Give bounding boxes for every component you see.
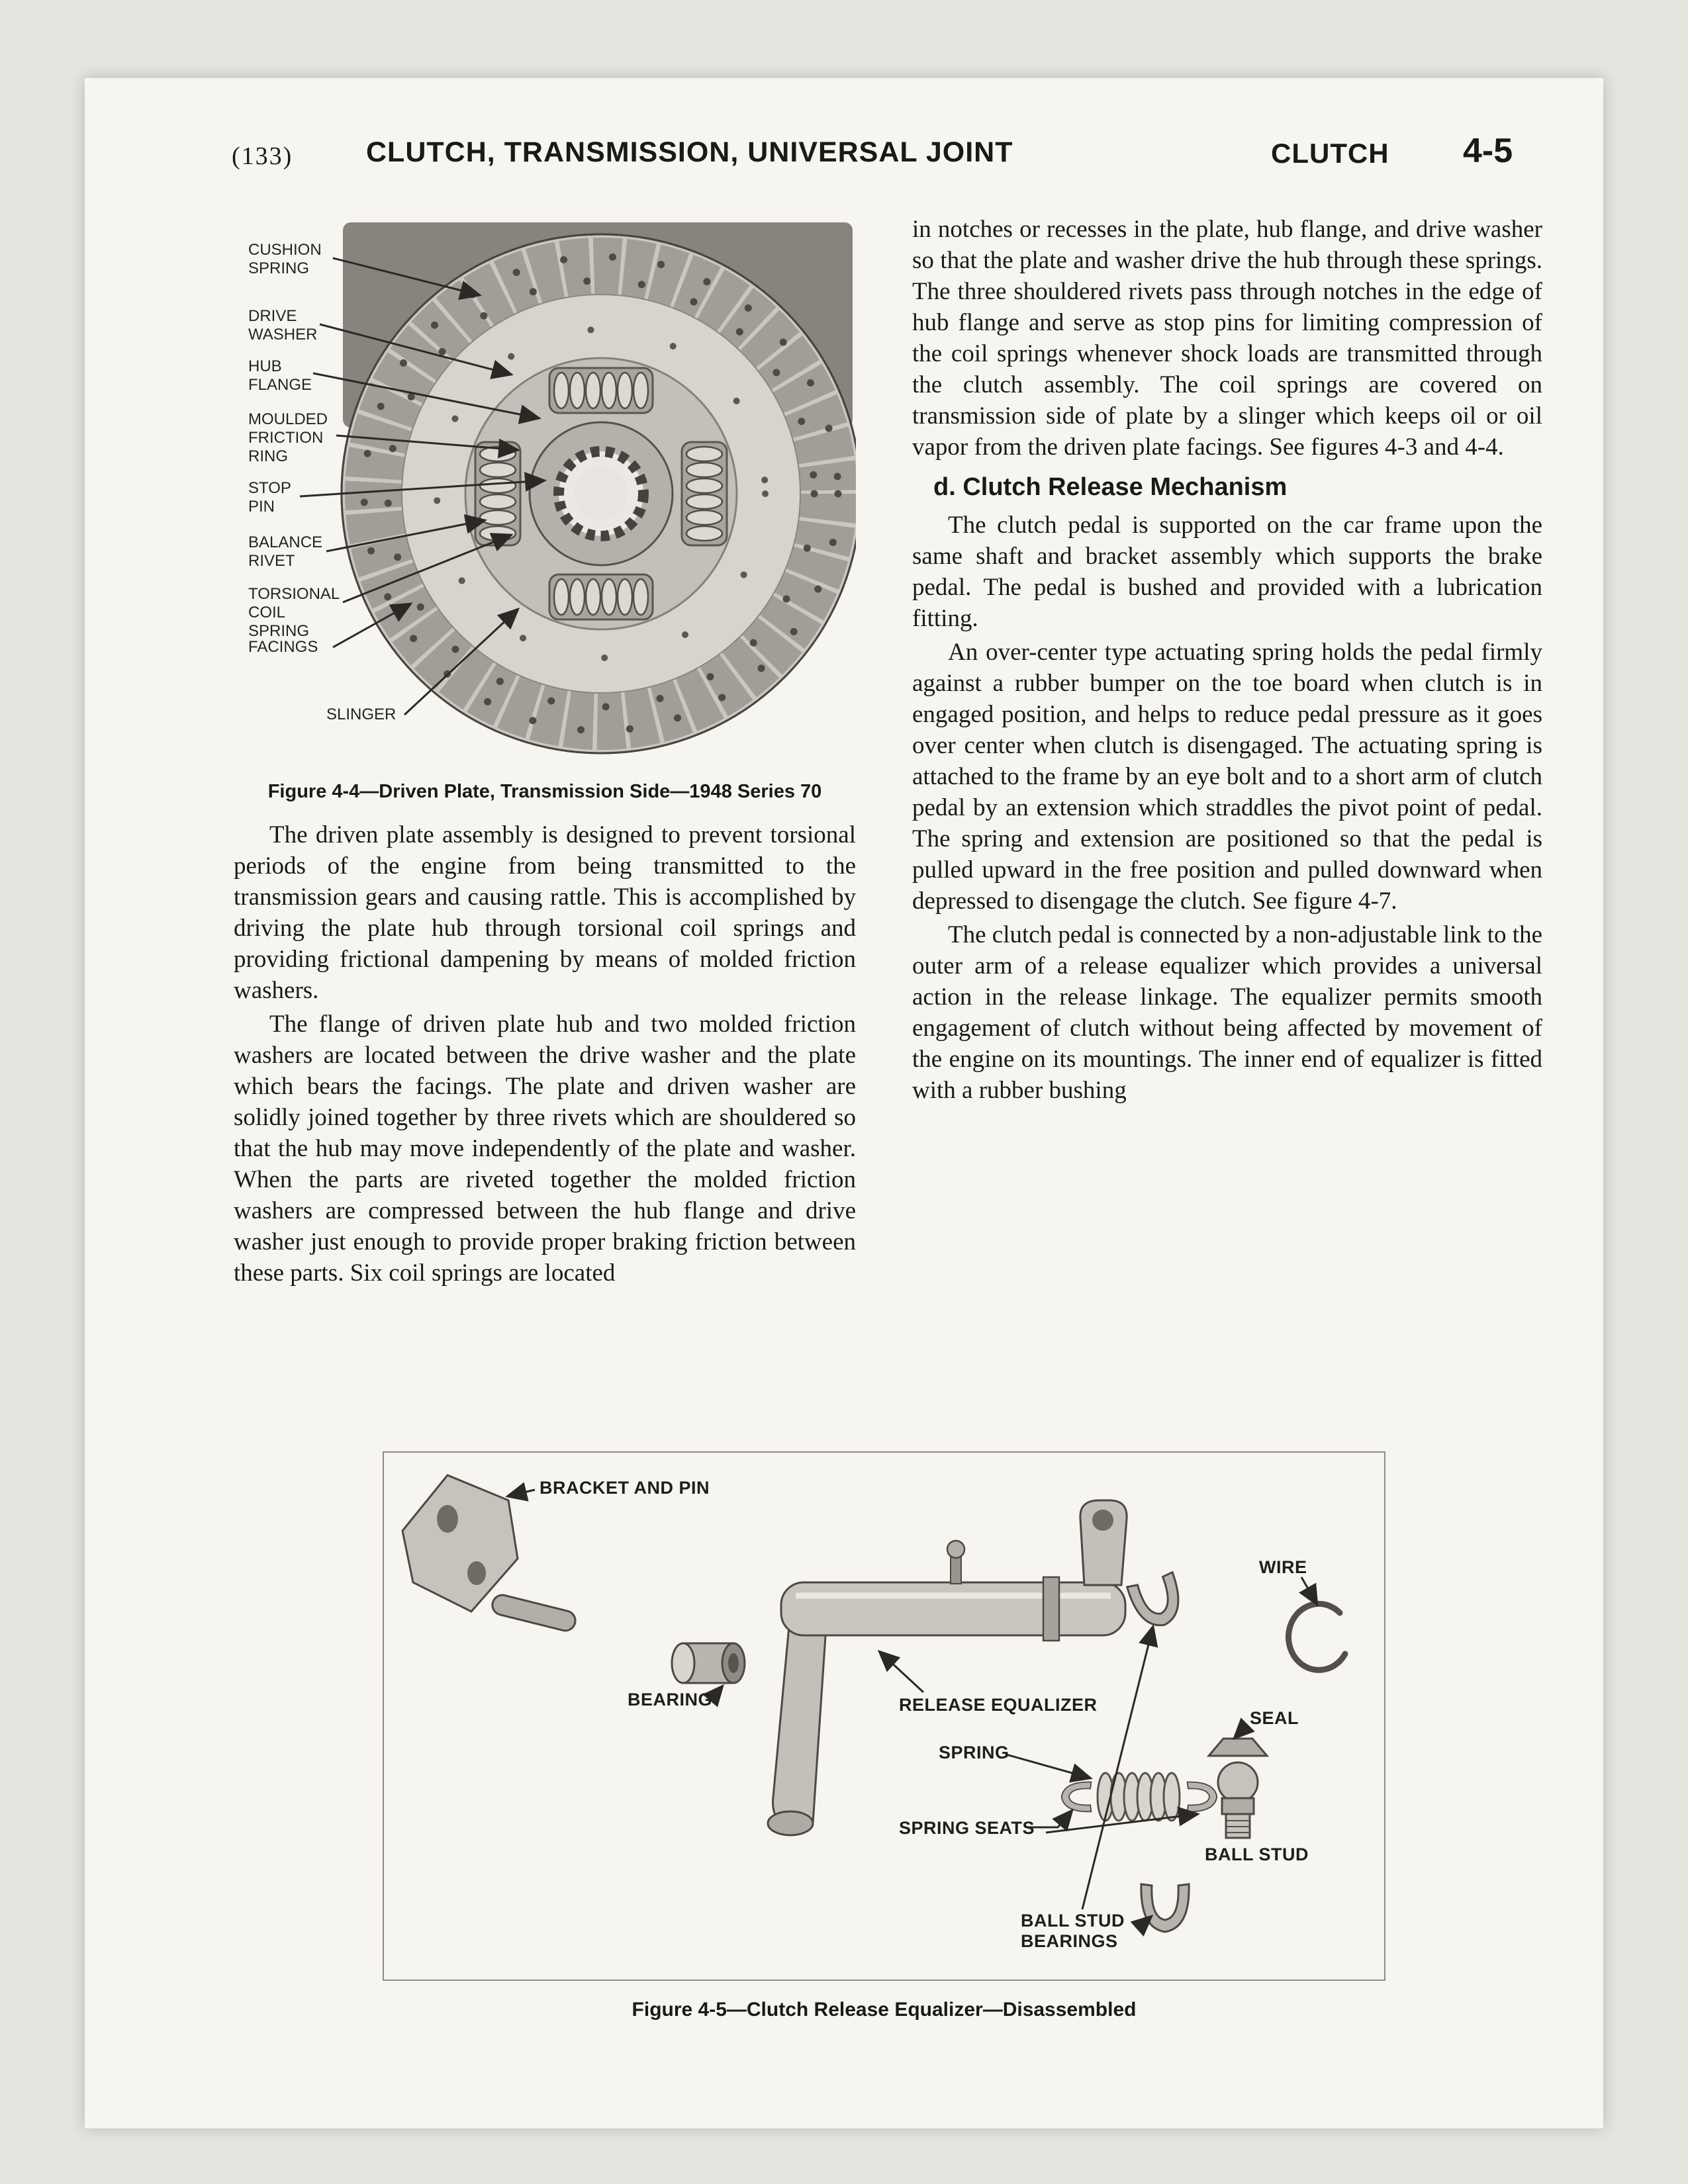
figure-4-5-label-bearing: BEARING: [628, 1690, 713, 1709]
left-paragraph-2: The flange of driven plate hub and two molded friction washers are located between the drive washer and the plate which bears the facings. The plate and driven washer are solidly joined together by three rivets which are shouldered so that the hub may move independently of the plate and washer. When the parts are riveted together the molded friction washers are compressed between the hub flange and drive washer just enough to provide proper braking friction between these parts. Six coil springs are located: [234, 1011, 856, 1287]
release-equalizer-illustration: [384, 1453, 1384, 1979]
right-paragraph-4: The clutch pedal is connected by a non-adjustable link to the outer arm of a release equalizer which provides a universal action in the release linkage. The equalizer permits smooth engagement of clutch without being affected by movement of the engine on its mountings. The inner end of equalizer is fitted with a rubber bushing: [912, 921, 1542, 1104]
section-title: CLUTCH: [1271, 138, 1389, 169]
figure-4-5-label-ball-stud: BALL STUD: [1205, 1844, 1309, 1864]
figure-4-4: [234, 217, 856, 783]
figure-4-5-caption: Figure 4-5—Clutch Release Equalizer—Disassembled: [632, 1999, 1137, 2021]
figure-4-5-label-release-equalizer: RELEASE EQUALIZER: [899, 1695, 1098, 1715]
page-number-paren: (133): [232, 142, 293, 170]
right-paragraph-1: in notches or recesses in the plate, hub flange, and drive washer so that the plate and washer drive the hub through these springs. The three shouldered rivets pass through notches in the edge of hub flange and serve as stop pins for limiting compression of the coil springs whenever shock loads are transmitted through the clutch assembly. The coil springs are covered on transmission side of plate by a slinger which keeps oil or oil vapor from the driven plate facings. See figures 4-3 and 4-4.: [912, 216, 1542, 461]
right-paragraph-3: An over-center type actuating spring holds the pedal firmly against a rubber bumper on the toe board when clutch is in engaged position, and helps to reduce pedal pressure as it goes over center when clutch is disengaged. The actuating spring is attached to the frame by an eye bolt and to a short arm of clutch pedal by an extension which straddles the pivot point of pedal. The spring and extension are positioned so that the pedal is pulled upward in the free position and pulled downward when depressed to disengage the clutch. See figure 4-7.: [912, 639, 1542, 915]
figure-4-4-label-balance-rivet: BALANCE RIVET: [248, 533, 323, 570]
left-paragraph-1: The driven plate assembly is designed to prevent torsional periods of the engine from being transmitted to the transmission gears and causing rattle. This is accomplished by driving the plate hub through torsional coil springs and providing frictional dampening by means of molded friction washers.: [234, 821, 856, 1004]
right-column: [912, 214, 1542, 1109]
left-column: [234, 819, 856, 1291]
manual-page-sheet: [85, 78, 1603, 2128]
figure-4-5-label-spring-seats: SPRING SEATS: [899, 1818, 1035, 1838]
figure-4-4-label-hub-flange: HUB FLANGE: [248, 357, 312, 394]
figure-4-5: [383, 1451, 1385, 1981]
figure-4-5-label-ball-stud-bearings: BALL STUD BEARINGS: [1021, 1911, 1125, 1951]
figure-4-4-label-cushion-spring: CUSHION SPRING: [248, 241, 322, 277]
figure-4-5-label-spring: SPRING: [939, 1743, 1009, 1762]
figure-4-4-label-slinger: SLINGER: [326, 705, 397, 723]
page-reference: 4-5: [1463, 132, 1513, 170]
figure-4-5-label-bracket-and-pin: BRACKET AND PIN: [539, 1478, 710, 1498]
driven-plate-illustration: [234, 217, 856, 783]
figure-4-4-label-facings: FACINGS: [248, 638, 318, 656]
figure-4-5-label-seal: SEAL: [1250, 1708, 1299, 1728]
figure-4-5-label-wire: WIRE: [1259, 1557, 1307, 1577]
figure-4-4-label-drive-washer: DRIVE WASHER: [248, 307, 318, 343]
figure-4-4-label-torsional-coil-spring: TORSIONAL COIL SPRING: [248, 585, 340, 640]
heading-clutch-release-mechanism: d. Clutch Release Mechanism: [933, 473, 1288, 501]
figure-4-4-caption: Figure 4-4—Driven Plate, Transmission Side—1948 Series 70: [267, 781, 822, 802]
figure-4-4-label-moulded-friction-ring: MOULDED FRICTION RING: [248, 410, 328, 465]
chapter-title: CLUTCH, TRANSMISSION, UNIVERSAL JOINT: [366, 136, 1013, 168]
figure-4-4-label-stop-pin: STOP PIN: [248, 479, 291, 516]
right-paragraph-2: The clutch pedal is supported on the car frame upon the same shaft and bracket assembly which supports the brake pedal. The pedal is bushed and provided with a lubrication fitting.: [912, 512, 1542, 632]
